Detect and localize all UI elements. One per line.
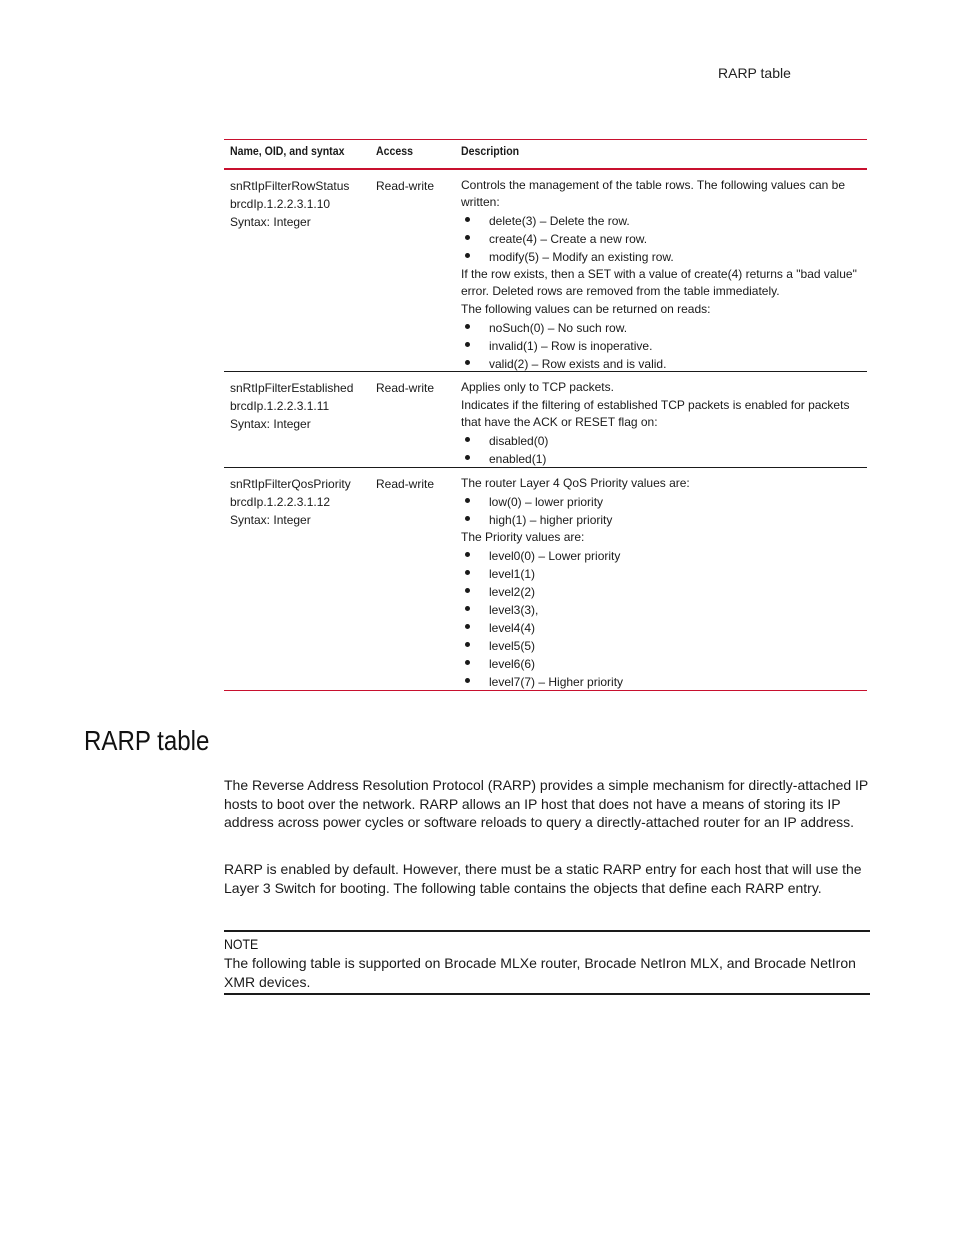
bullet-item: low(0) – lower priority <box>461 493 863 511</box>
bullet-item: noSuch(0) – No such row. <box>461 319 863 337</box>
bullet-item: disabled(0) <box>461 432 863 450</box>
object-name: snRtIpFilterEstablished <box>230 381 354 395</box>
bullet-item: level7(7) – Higher priority <box>461 673 863 691</box>
description-paragraph: Controls the management of the table rows. The following values can be written: <box>461 178 845 209</box>
object-syntax: Syntax: Integer <box>230 513 311 527</box>
mib-object-table <box>224 139 867 691</box>
body-paragraph: The Reverse Address Resolution Protocol (RARP) provides a simple mechanism for directly-attached IP hosts to boot over the network. RARP allows an IP host that does not have a means of storing its IP address across power cycles or software reloads to query a directly-attached router for an IP address. <box>224 777 869 831</box>
access-cell: Read-write <box>376 477 435 491</box>
object-oid: brcdIp.1.2.2.3.1.11 <box>230 399 330 413</box>
bullet-item: modify(5) – Modify an existing row. <box>461 248 863 266</box>
bullet-item: level3(3), <box>461 601 863 619</box>
column-header-access: Access <box>376 144 414 158</box>
description-paragraph: Indicates if the filtering of established TCP packets is enabled for packets that have the ACK or RESET flag on: <box>461 398 850 429</box>
description-cell <box>461 379 863 468</box>
description-paragraph: If the row exists, then a SET with a value of create(4) returns a "bad value" error. Deleted rows are removed from the table immediately. <box>461 267 857 298</box>
object-name-cell <box>230 177 370 231</box>
description-paragraph: Applies only to TCP packets. <box>461 380 614 394</box>
table-row <box>224 372 867 468</box>
access-cell: Read-write <box>376 179 435 193</box>
table-header-row <box>224 140 867 170</box>
note-box <box>224 930 870 995</box>
body-paragraph: RARP is enabled by default. However, there must be a static RARP entry for each host that will use the Layer 3 Switch for booting. The following table contains the objects that define each RARP entry. <box>224 861 862 896</box>
object-oid: brcdIp.1.2.2.3.1.10 <box>230 197 331 211</box>
running-header: RARP table <box>718 65 791 81</box>
object-syntax: Syntax: Integer <box>230 417 311 431</box>
table-row <box>224 468 867 691</box>
description-cell <box>461 177 863 373</box>
description-paragraph: The router Layer 4 QoS Priority values are: <box>461 476 690 490</box>
bullet-item: valid(2) – Row exists and is valid. <box>461 355 863 373</box>
bullet-item: enabled(1) <box>461 450 863 468</box>
object-name: snRtIpFilterQosPriority <box>230 477 351 491</box>
bullet-item: level1(1) <box>461 565 863 583</box>
bullet-item: invalid(1) – Row is inoperative. <box>461 337 863 355</box>
table-row <box>224 170 867 372</box>
bullet-item: level2(2) <box>461 583 863 601</box>
note-label: NOTE <box>224 936 259 952</box>
bullet-item: delete(3) – Delete the row. <box>461 212 863 230</box>
description-cell <box>461 475 863 691</box>
column-header-name: Name, OID, and syntax <box>230 144 345 158</box>
bullet-item: create(4) – Create a new row. <box>461 230 863 248</box>
bullet-item: level5(5) <box>461 637 863 655</box>
access-cell: Read-write <box>376 381 435 395</box>
bullet-item: level0(0) – Lower priority <box>461 547 863 565</box>
bullet-item: level6(6) <box>461 655 863 673</box>
description-paragraph: The following values can be returned on reads: <box>461 302 711 316</box>
bullet-item: level4(4) <box>461 619 863 637</box>
column-header-description: Description <box>461 144 520 158</box>
note-text: The following table is supported on Brocade MLXe router, Brocade NetIron MLX, and Brocade NetIron XMR devices. <box>224 955 856 990</box>
bullet-item: high(1) – higher priority <box>461 511 863 529</box>
object-syntax: Syntax: Integer <box>230 215 311 229</box>
object-name-cell <box>230 379 370 433</box>
object-oid: brcdIp.1.2.2.3.1.12 <box>230 495 331 509</box>
description-paragraph: The Priority values are: <box>461 530 585 544</box>
object-name-cell <box>230 475 370 529</box>
object-name: snRtIpFilterRowStatus <box>230 179 350 193</box>
section-title: RARP table <box>84 725 210 756</box>
